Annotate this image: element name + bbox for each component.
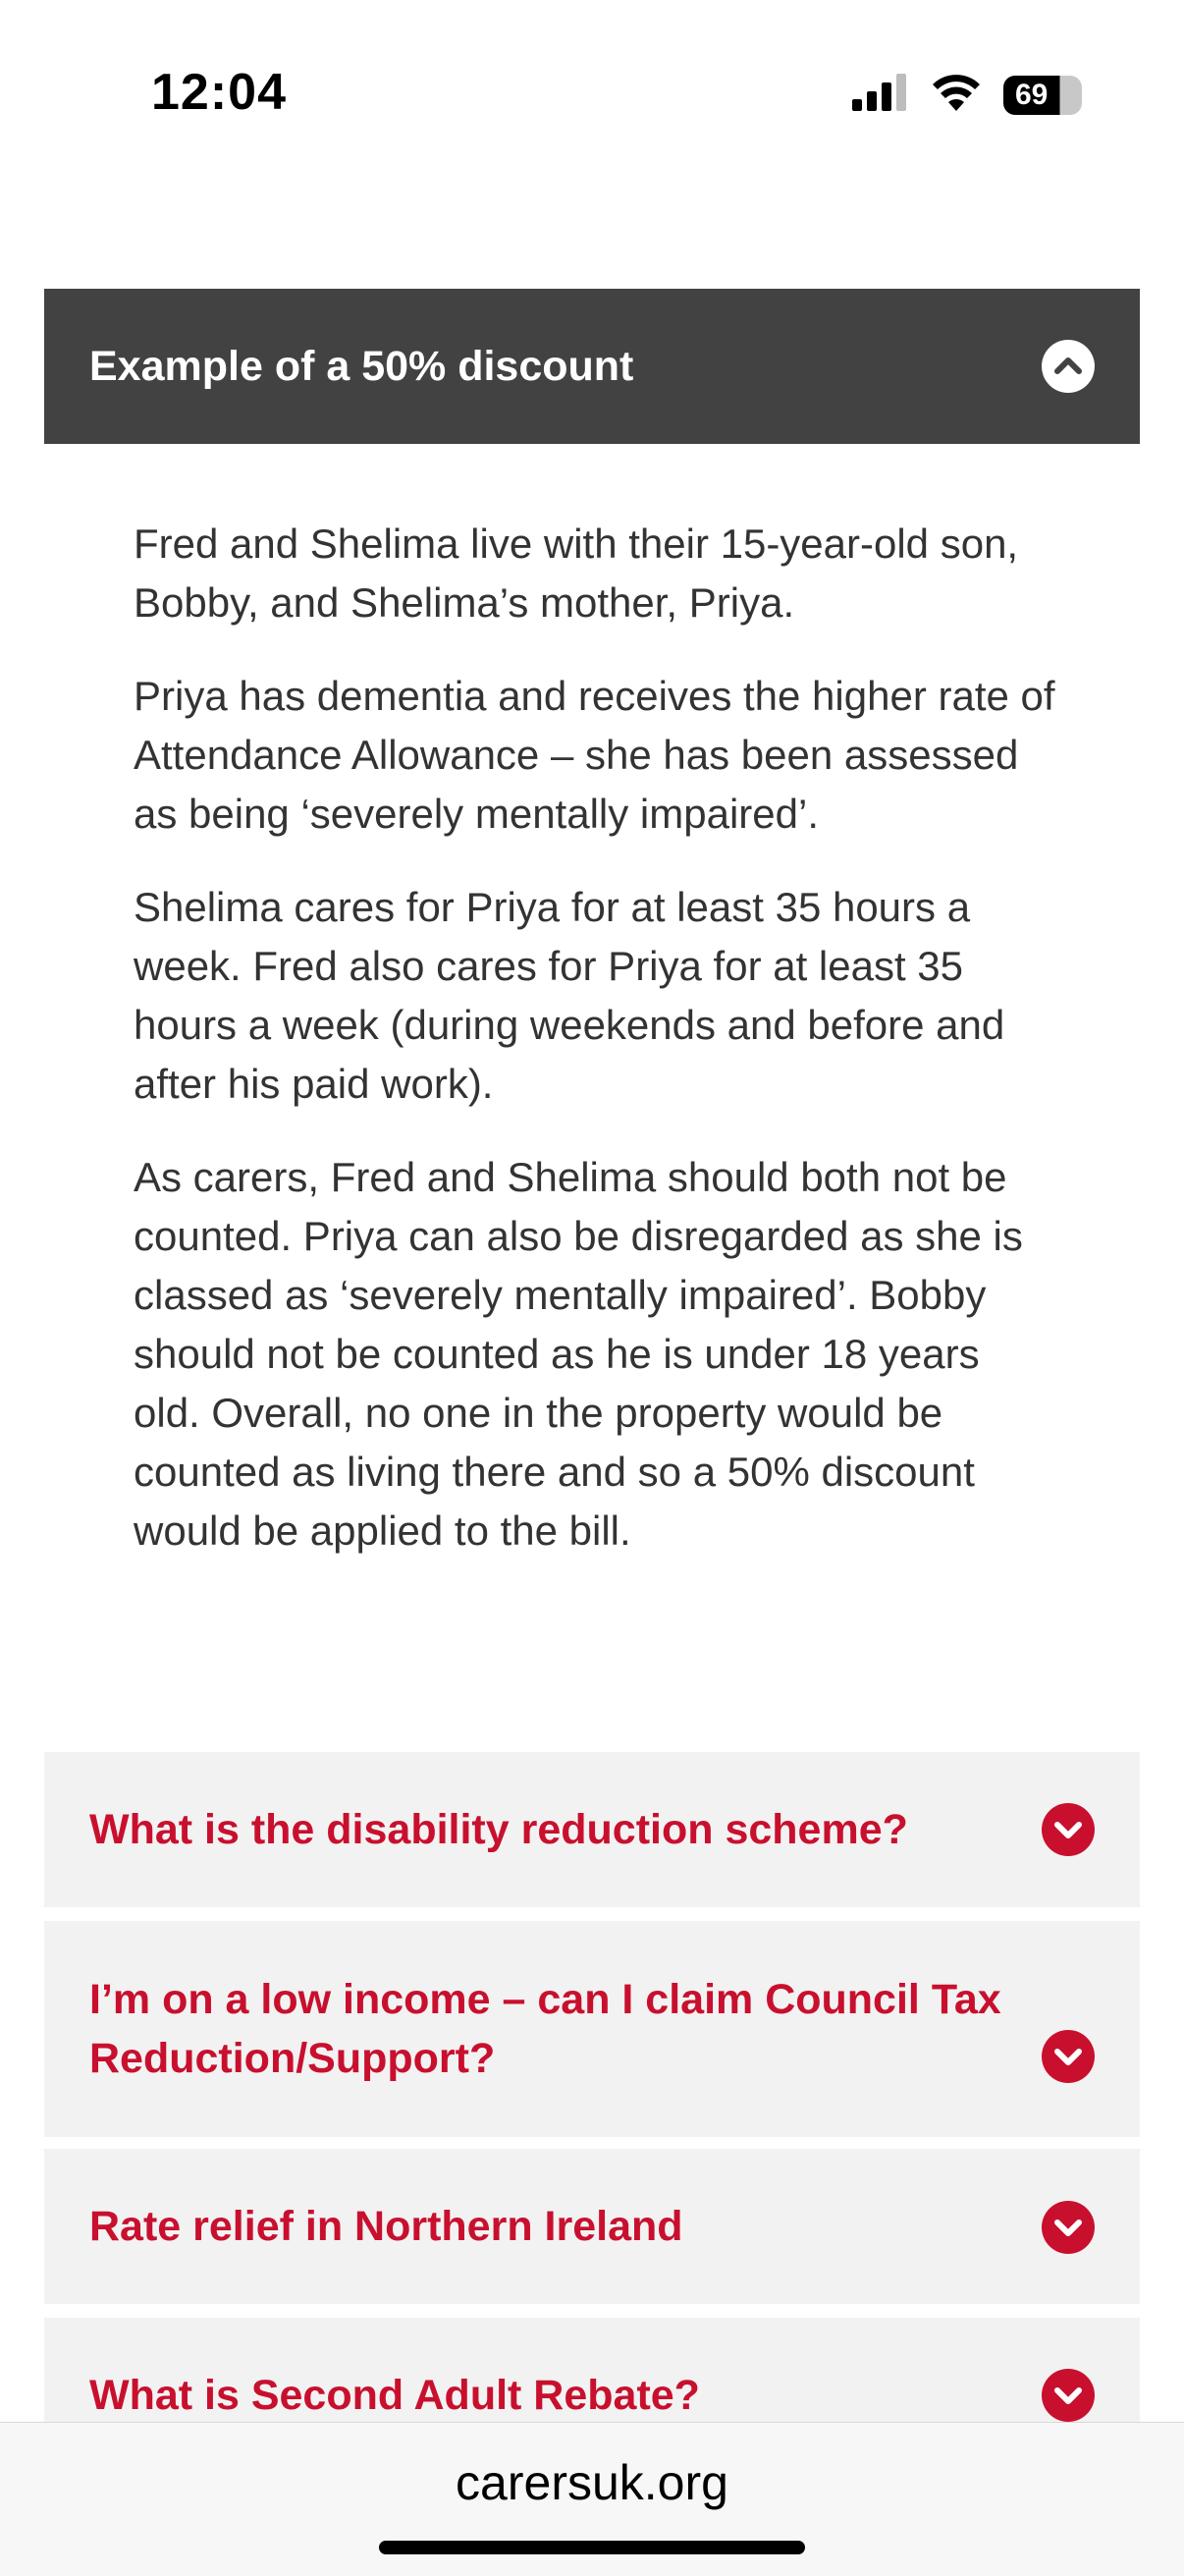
status-icons [852,71,1082,120]
accordion-item-rate-relief-ni[interactable] [44,2149,1140,2304]
cellular-signal-icon [852,74,909,118]
accordion-item-low-income[interactable] [44,1921,1140,2137]
chevron-up-icon[interactable] [1042,340,1095,393]
chevron-down-icon[interactable] [1042,2369,1095,2422]
wifi-icon [931,74,982,118]
accordion-item-title: Rate relief in Northern Ireland [89,2203,683,2250]
accordion-item-title: What is the disability reduction scheme? [89,1806,908,1853]
accordion-item-title: I’m on a low income – can I claim Council Tax Reduction/Support? [89,1976,1001,2082]
accordion-header-50-discount[interactable] [44,289,1140,444]
accordion-item-disability-reduction[interactable] [44,1752,1140,1907]
accordion-item-title: What is Second Adult Rebate? [89,2372,700,2419]
chevron-down-icon[interactable] [1042,2201,1095,2254]
battery-icon: 69 [1003,76,1082,115]
status-bar [0,0,1184,196]
chevron-down-icon[interactable] [1042,2030,1095,2083]
home-indicator[interactable] [379,2541,805,2554]
status-time: 12:04 [151,64,287,121]
chevron-down-icon[interactable] [1042,1803,1095,1856]
paragraph: Fred and Shelima live with their 15-year-old son, Bobby, and Shelima’s mother, Priya. [134,521,1019,626]
paragraph: Shelima cares for Priya for at least 35 hours a week. Fred also cares for Priya for at least 35 hours a week (during weekends and before and after his paid work). [134,884,1005,1107]
paragraph: Priya has dementia and receives the higher rate of Attendance Allowance – she has been assessed as being ‘severely mentally impaired’. [134,673,1055,837]
accordion-title: Example of a 50% discount [89,343,634,390]
paragraph: As carers, Fred and Shelima should both not be counted. Priya can also be disregarded as she is classed as ‘severely mentally impaired’. Bobby should not be counted as he is under 18 years old. Overall, no one in the property would be counted as living there and so a 50% discount would be applied to the bill. [134,1154,1023,1554]
address-bar-url[interactable]: carersuk.org [456,2455,728,2510]
accordion-content [134,515,1056,1595]
browser-bottom-bar [0,2422,1184,2576]
